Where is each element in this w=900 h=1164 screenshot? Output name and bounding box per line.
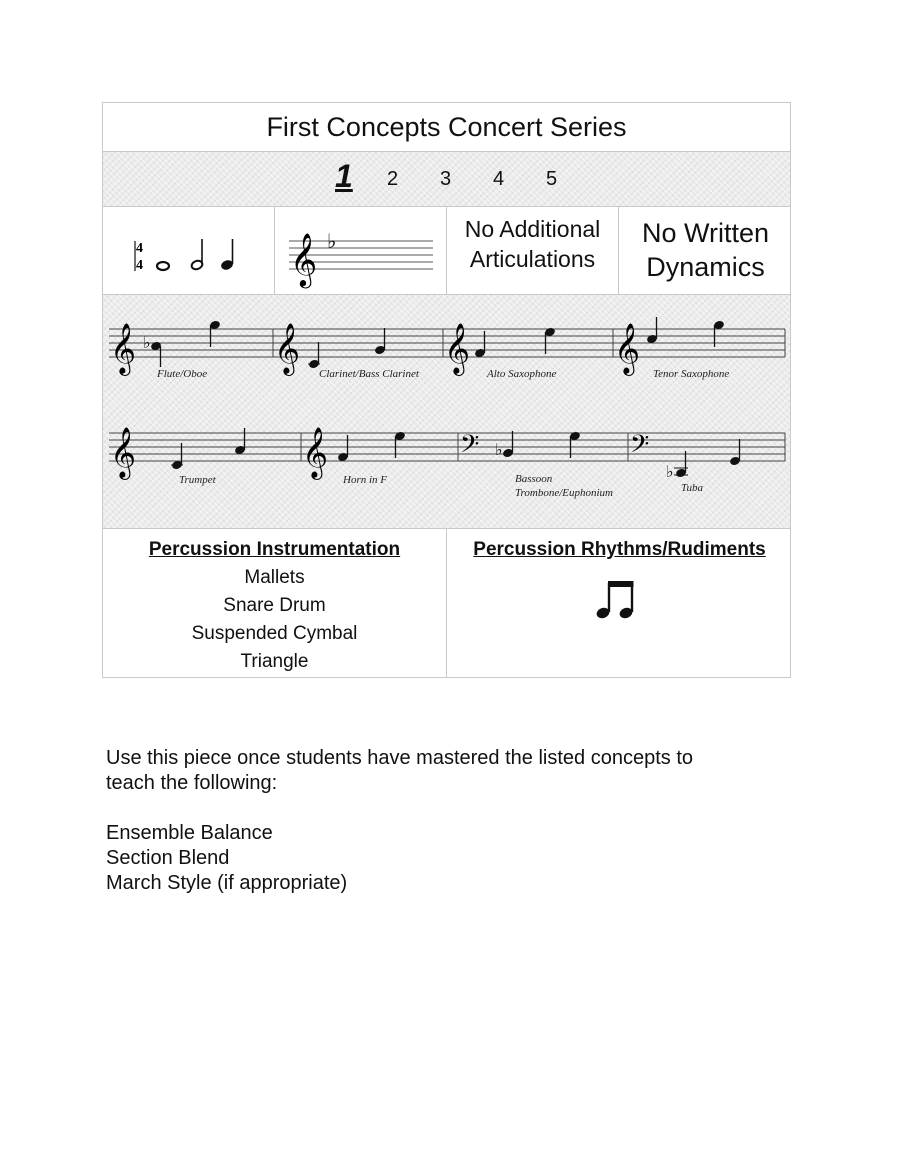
- articulations-line-1: No Additional: [464, 216, 601, 242]
- percussion-instrumentation-heading: Percussion Instrumentation: [148, 539, 401, 560]
- percussion-item-snare-drum: Snare Drum: [223, 595, 326, 616]
- articulations-line-2: Articulations: [469, 246, 596, 272]
- concept-row: [103, 207, 790, 295]
- concept-card: [102, 102, 791, 678]
- time-signature-bottom: 4: [136, 258, 143, 273]
- percussion-item-mallets: Mallets: [244, 567, 305, 588]
- level-3[interactable]: 3: [440, 168, 452, 190]
- staff-row-2: [109, 433, 785, 461]
- card-title-row: [103, 103, 790, 152]
- flat-sign-icon: ♭: [495, 442, 503, 459]
- percussion-rhythms-cell: [447, 529, 792, 678]
- percussion-item-triangle: Triangle: [240, 651, 309, 672]
- instrument-label-trumpet: Trumpet: [179, 474, 216, 486]
- goals-list: [106, 821, 347, 896]
- flat-sign-icon: ♭: [143, 335, 151, 352]
- treble-clef-icon: 𝄞: [110, 324, 137, 373]
- intro-paragraph: [106, 746, 693, 796]
- bass-clef-icon: 𝄢: [460, 431, 480, 464]
- goal-ensemble-balance: Ensemble Balance: [106, 822, 273, 844]
- rhythm-concept-cell: [103, 207, 275, 294]
- level-1[interactable]: 1: [335, 158, 353, 194]
- instrument-label-tuba: Tuba: [681, 482, 704, 494]
- instrument-ranges-staves: [103, 295, 792, 529]
- instrument-label-bassoon: Bassoon: [515, 473, 553, 485]
- intro-line-2: teach the following:: [106, 772, 278, 794]
- level-4[interactable]: 4: [493, 168, 505, 190]
- flat-sign-icon: ♭: [327, 231, 337, 253]
- level-2[interactable]: 2: [387, 168, 399, 190]
- articulations-cell: [447, 207, 619, 294]
- treble-clef-icon: 𝄞: [614, 324, 641, 373]
- instrument-label-horn: Horn in F: [343, 474, 387, 486]
- percussion-item-suspended-cymbal: Suspended Cymbal: [191, 623, 358, 644]
- card-title: First Concepts Concert Series: [266, 111, 627, 142]
- dynamics-cell: [619, 207, 792, 294]
- level-selector: [103, 152, 790, 207]
- intro-line-1: Use this piece once students have mastered the listed concepts to: [106, 747, 694, 769]
- treble-clef-icon: 𝄞: [302, 428, 329, 477]
- instrument-label-tenor-sax: Tenor Saxophone: [653, 368, 730, 380]
- treble-clef-icon: 𝄞: [110, 428, 137, 477]
- instrument-label-flute-oboe: Flute/Oboe: [157, 368, 208, 380]
- level-5[interactable]: 5: [546, 168, 558, 190]
- instrument-ranges: [103, 295, 790, 529]
- flat-sign-icon: ♭: [666, 464, 674, 481]
- whole-note-icon: [157, 262, 169, 270]
- dynamics-line-1: No Written: [641, 218, 770, 248]
- treble-clef-icon: 𝄞: [274, 324, 301, 373]
- rhythm-values-graphic: [103, 207, 275, 295]
- instrument-label-trombone-euphonium: Trombone/Euphonium: [515, 487, 613, 499]
- percussion-instrumentation-cell: [103, 529, 447, 678]
- instrument-label-alto-sax: Alto Saxophone: [487, 368, 557, 380]
- bass-clef-icon: 𝄢: [630, 431, 650, 464]
- dynamics-line-2: Dynamics: [646, 252, 765, 282]
- instrument-label-clarinet: Clarinet/Bass Clarinet: [319, 368, 419, 380]
- goal-march-style: March Style (if appropriate): [106, 872, 348, 894]
- percussion-rhythms-heading: Percussion Rhythms/Rudiments: [473, 539, 766, 560]
- treble-clef-icon: 𝄞: [444, 324, 471, 373]
- key-signature-cell: [275, 207, 447, 294]
- key-signature-staff: [275, 207, 447, 295]
- treble-clef-icon: 𝄞: [290, 234, 318, 285]
- goal-section-blend: Section Blend: [106, 847, 230, 869]
- eighth-note-pair-icon: [593, 575, 643, 625]
- time-signature-top: 4: [136, 241, 143, 256]
- percussion-row: [103, 529, 790, 678]
